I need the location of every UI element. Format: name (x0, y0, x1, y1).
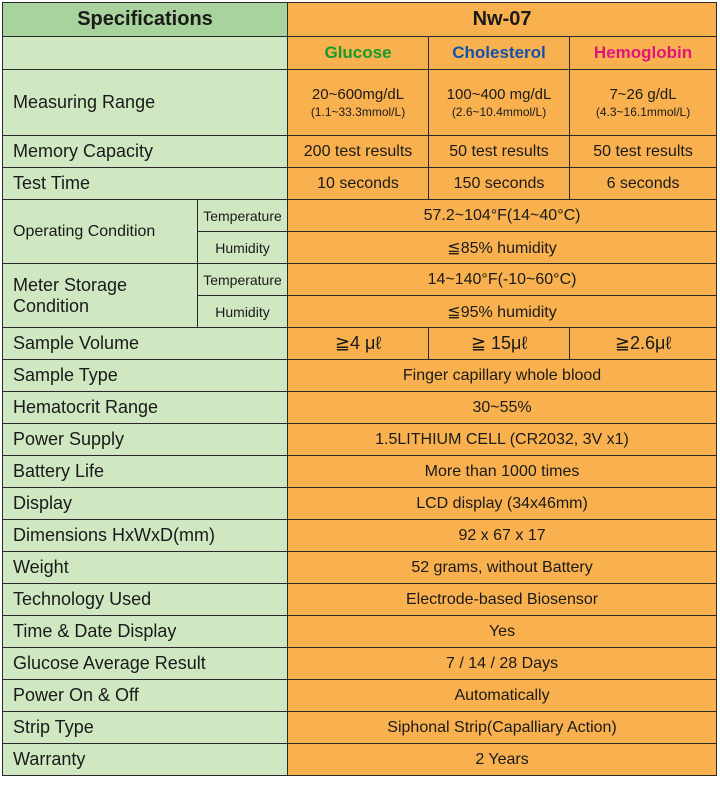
spec-value: 7 / 14 / 28 Days (288, 648, 717, 680)
spec-row (3, 744, 717, 776)
operating-temperature-value: 57.2~104°F(14~40°C) (288, 200, 717, 232)
spec-label: Strip Type (3, 712, 288, 744)
spec-label: Battery Life (3, 456, 288, 488)
memory-capacity-row (3, 136, 717, 168)
cholesterol-test-time: 150 seconds (429, 168, 570, 200)
operating-humidity-value: ≦85% humidity (288, 232, 717, 264)
spec-row (3, 616, 717, 648)
measuring-range-row (3, 70, 717, 136)
model-title: Nw-07 (288, 3, 717, 37)
spec-row (3, 392, 717, 424)
spec-label: Warranty (3, 744, 288, 776)
spec-value: LCD display (34x46mm) (288, 488, 717, 520)
spec-label: Glucose Average Result (3, 648, 288, 680)
sample-volume-label: Sample Volume (3, 328, 288, 360)
specifications-title: Specifications (3, 3, 288, 37)
spec-value: 92 x 67 x 17 (288, 520, 717, 552)
spec-label: Sample Type (3, 360, 288, 392)
glucose-range: 20~600mg/dL (311, 85, 405, 103)
hemoglobin-test-time: 6 seconds (570, 168, 717, 200)
storage-temperature-label: Temperature (198, 264, 288, 296)
cholesterol-range: 100~400 mg/dL (446, 85, 552, 103)
spec-label: Hematocrit Range (3, 392, 288, 424)
cholesterol-range-cell (429, 70, 570, 136)
spec-row (3, 456, 717, 488)
hemoglobin-range: 7~26 g/dL (609, 85, 677, 103)
storage-condition-label: Meter Storage Condition (3, 264, 198, 328)
spec-value: More than 1000 times (288, 456, 717, 488)
spec-row (3, 712, 717, 744)
hemoglobin-memory: 50 test results (570, 136, 717, 168)
spec-value: 2 Years (288, 744, 717, 776)
spec-label: Time & Date Display (3, 616, 288, 648)
storage-humidity-value: ≦95% humidity (288, 296, 717, 328)
spec-label: Weight (3, 552, 288, 584)
spec-value: Electrode-based Biosensor (288, 584, 717, 616)
spec-label: Power On & Off (3, 680, 288, 712)
column-cholesterol: Cholesterol (429, 37, 570, 70)
hemoglobin-range-mmol: (4.3~16.1mmol/L) (595, 104, 691, 119)
test-time-label: Test Time (3, 168, 288, 200)
storage-temperature-row (3, 264, 717, 296)
glucose-range-cell (288, 70, 429, 136)
column-glucose: Glucose (288, 37, 429, 70)
spec-row (3, 680, 717, 712)
measuring-range-label: Measuring Range (3, 70, 288, 136)
cholesterol-sample-volume: ≧ 15μℓ (429, 328, 570, 360)
operating-condition-label: Operating Condition (3, 200, 198, 264)
spec-row (3, 552, 717, 584)
glucose-test-time: 10 seconds (288, 168, 429, 200)
column-header-spacer (3, 37, 288, 70)
glucose-memory: 200 test results (288, 136, 429, 168)
spec-value: 30~55% (288, 392, 717, 424)
spec-label: Technology Used (3, 584, 288, 616)
spec-value: Automatically (288, 680, 717, 712)
hemoglobin-range-cell (570, 70, 717, 136)
spec-value: 52 grams, without Battery (288, 552, 717, 584)
header-row (3, 3, 717, 37)
spec-value: 1.5LITHIUM CELL (CR2032, 3V x1) (288, 424, 717, 456)
storage-temperature-value: 14~140°F(-10~60°C) (288, 264, 717, 296)
cholesterol-memory: 50 test results (429, 136, 570, 168)
operating-temperature-row (3, 200, 717, 232)
glucose-sample-volume: ≧4 μℓ (288, 328, 429, 360)
spec-label: Power Supply (3, 424, 288, 456)
spec-value: Siphonal Strip(Capalliary Action) (288, 712, 717, 744)
spec-row (3, 648, 717, 680)
column-header-row (3, 37, 717, 70)
spec-label: Dimensions HxWxD(mm) (3, 520, 288, 552)
spec-row (3, 424, 717, 456)
spec-row (3, 488, 717, 520)
test-time-row (3, 168, 717, 200)
storage-humidity-label: Humidity (198, 296, 288, 328)
operating-humidity-label: Humidity (198, 232, 288, 264)
spec-value: Finger capillary whole blood (288, 360, 717, 392)
hemoglobin-sample-volume: ≧2.6μℓ (570, 328, 717, 360)
memory-capacity-label: Memory Capacity (3, 136, 288, 168)
spec-label: Display (3, 488, 288, 520)
glucose-range-mmol: (1.1~33.3mmol/L) (310, 104, 406, 119)
sample-volume-row (3, 328, 717, 360)
spec-row (3, 360, 717, 392)
operating-temperature-label: Temperature (198, 200, 288, 232)
spec-row (3, 520, 717, 552)
specifications-table (2, 2, 717, 776)
cholesterol-range-mmol: (2.6~10.4mmol/L) (451, 104, 547, 119)
column-hemoglobin: Hemoglobin (570, 37, 717, 70)
spec-row (3, 584, 717, 616)
spec-value: Yes (288, 616, 717, 648)
